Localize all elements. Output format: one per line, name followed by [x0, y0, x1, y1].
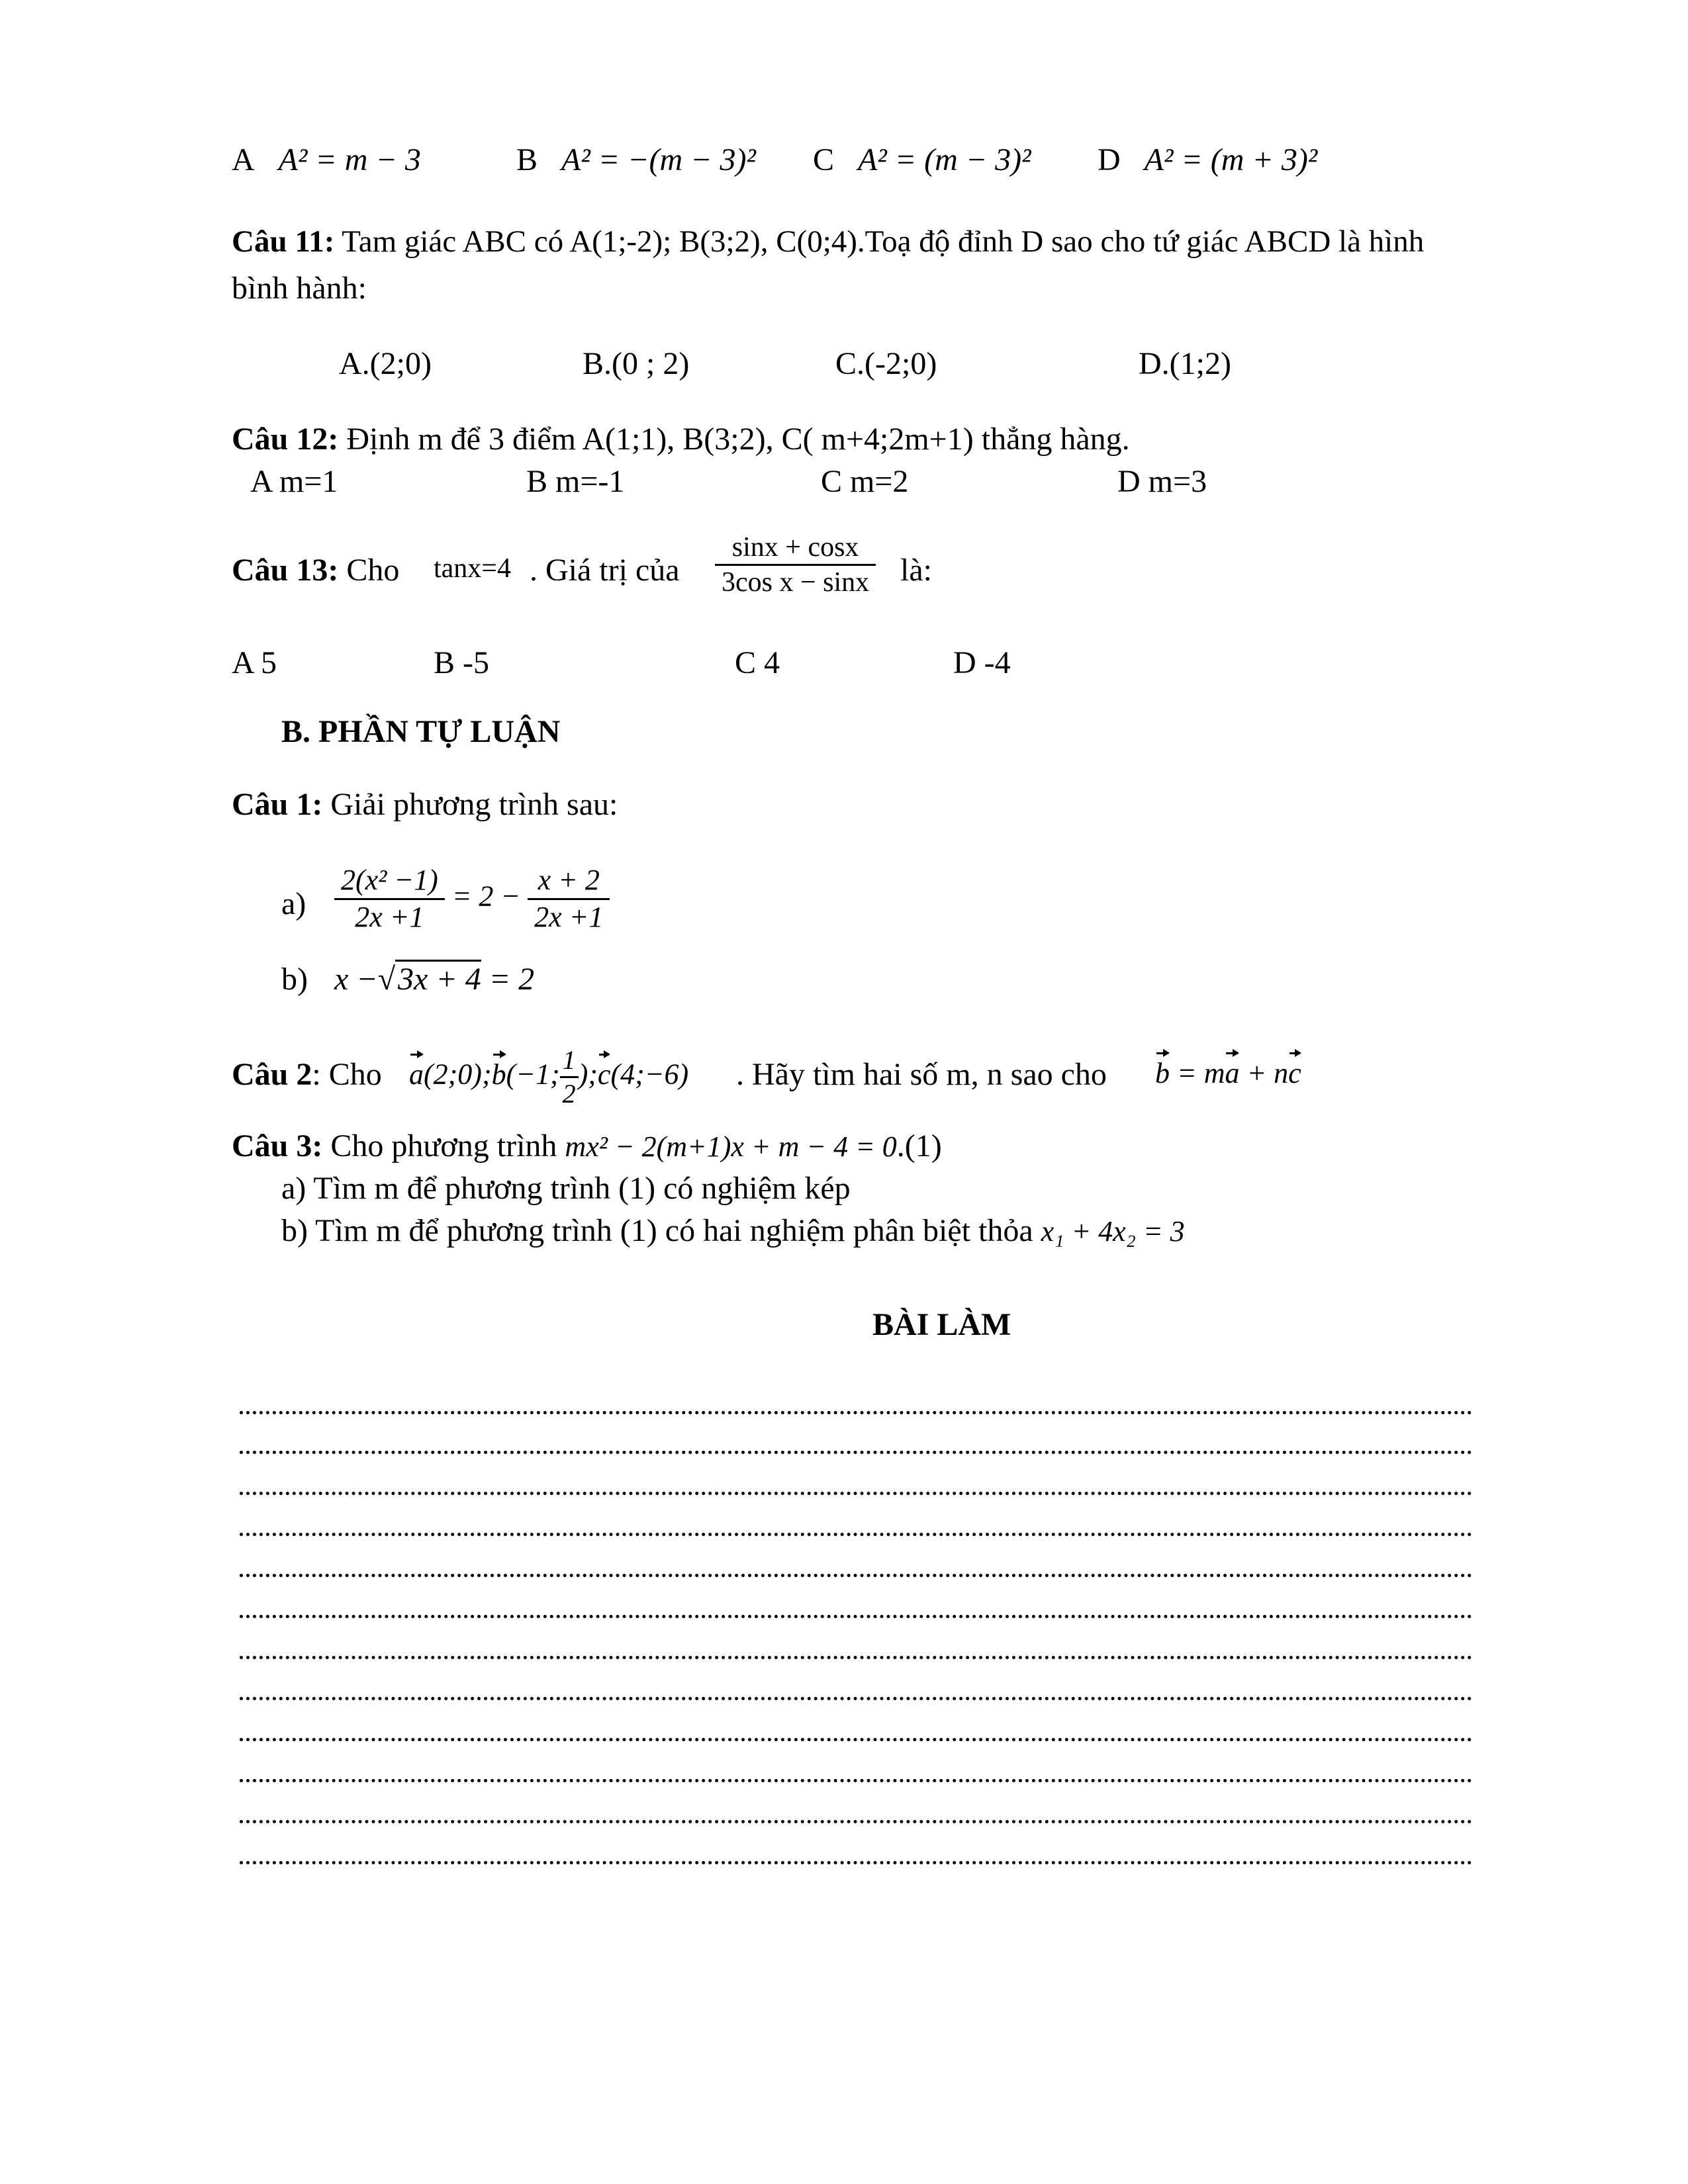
tl-q2-frac-den: 2	[562, 1079, 576, 1109]
tl-q2-text-mid: . Hãy tìm hai số m, n sao cho	[736, 1057, 1107, 1092]
tl-q1-a-den-left: 2x +1	[355, 900, 424, 933]
tl-q3-part-a: a) Tìm m để phương trình (1) có nghiệm kép	[281, 1171, 851, 1206]
vector-b: b	[491, 1058, 506, 1091]
tl-q2-equation: b = ma + nc	[1155, 1057, 1301, 1089]
q11-line1: Câu 11: Tam giác ABC có A(1;-2); B(3;2), C(0;4).Toạ độ đỉnh D sao cho tứ giác ABCD là hình	[232, 224, 1425, 259]
q13-numerator: sinx + cosx	[715, 531, 876, 566]
tl-q1-b-equation: x −√3x + 4 = 2	[334, 964, 534, 995]
answer-line-1[interactable]	[240, 1411, 1472, 1414]
q13-option-c: C 4	[735, 645, 780, 680]
q10-option-d: D A² = (m + 3)²	[1098, 142, 1318, 177]
eq-vector-c: c	[1288, 1057, 1301, 1089]
answer-line-11[interactable]	[240, 1820, 1472, 1823]
answer-line-8[interactable]	[240, 1697, 1472, 1700]
tl-q1-a-num-left: 2(x² −1)	[334, 863, 445, 900]
tl-q2-vectors: a(2;0);b(−1; $\frac{1}{2}$ );c(4;−6)	[409, 1045, 689, 1109]
tl-q3-part-b: b) Tìm m để phương trình (1) có hai nghiệm phân biệt thỏa x₁ + 4x₂ = 3	[281, 1213, 1185, 1248]
q13-option-d: D -4	[953, 645, 1011, 680]
vector-a: a	[409, 1058, 424, 1091]
q13-option-b: B -5	[434, 645, 489, 680]
tl-q1-b-radicand: 3x + 4	[395, 960, 481, 997]
eq-vector-a: a	[1225, 1057, 1240, 1089]
eq-vector-b: b	[1155, 1057, 1170, 1089]
q11-line2: bình hành:	[232, 271, 367, 306]
answer-line-2[interactable]	[240, 1451, 1472, 1454]
tl-q1-a-num-right: x + 2	[528, 863, 610, 900]
q13-text-mid: . Giá trị của	[530, 553, 680, 588]
answer-line-9[interactable]	[240, 1738, 1472, 1741]
q12-option-a: A m=1	[250, 464, 338, 499]
tl-q2-label: Câu 2: Cho	[232, 1057, 382, 1092]
tl-q1-a-equation	[334, 863, 610, 935]
answer-line-12[interactable]	[240, 1861, 1472, 1864]
tl-q3-question: Câu 3: Cho phương trình mx² − 2(m+1)x + m − 4 = 0.(1)	[232, 1128, 942, 1163]
tl-q1-a-den-right: 2x +1	[534, 900, 604, 933]
answer-line-5[interactable]	[240, 1574, 1472, 1577]
q10-option-b: B A² = −(m − 3)²	[516, 142, 756, 177]
answer-title: BÀI LÀM	[872, 1307, 1011, 1342]
answer-line-6[interactable]	[240, 1615, 1472, 1618]
tl-q1-b-label: b)	[281, 962, 308, 997]
tl-q1-a-mid: = 2 −	[451, 880, 521, 913]
q13-label: Câu 13: Cho	[232, 553, 400, 588]
q13-fraction	[715, 531, 876, 600]
vector-c: c	[597, 1058, 611, 1091]
q11-option-c: C.(-2;0)	[835, 346, 937, 381]
part-b-title: B. PHẦN TỰ LUẬN	[281, 714, 561, 749]
tl-q2-frac-num: 1	[560, 1044, 579, 1078]
q13-text-after: là:	[900, 553, 932, 588]
q10-option-c: C A² = (m − 3)²	[813, 142, 1031, 177]
q13-option-a: A 5	[232, 645, 277, 680]
q12-option-b: B m=-1	[526, 464, 625, 499]
q11-option-a: A.(2;0)	[339, 346, 432, 381]
q10-option-a: A A² = m − 3	[232, 142, 421, 177]
tl-q1-question: Câu 1: Giải phương trình sau:	[232, 787, 618, 822]
answer-line-4[interactable]	[240, 1533, 1472, 1536]
answer-line-7[interactable]	[240, 1656, 1472, 1659]
q12-option-c: C m=2	[821, 464, 909, 499]
q13-denominator: 3cos x − sinx	[722, 567, 870, 598]
answer-line-3[interactable]	[240, 1492, 1472, 1495]
q11-option-d: D.(1;2)	[1139, 346, 1231, 381]
q12-option-d: D m=3	[1117, 464, 1207, 499]
tl-q1-a-label: a)	[281, 886, 306, 921]
answer-line-10[interactable]	[240, 1779, 1472, 1782]
q13-condition: tanx=4	[434, 553, 511, 584]
q12-question: Câu 12: Định m để 3 điểm A(1;1), B(3;2), C( m+4;2m+1) thẳng hàng.	[232, 422, 1130, 457]
q11-option-b: B.(0 ; 2)	[583, 346, 690, 381]
